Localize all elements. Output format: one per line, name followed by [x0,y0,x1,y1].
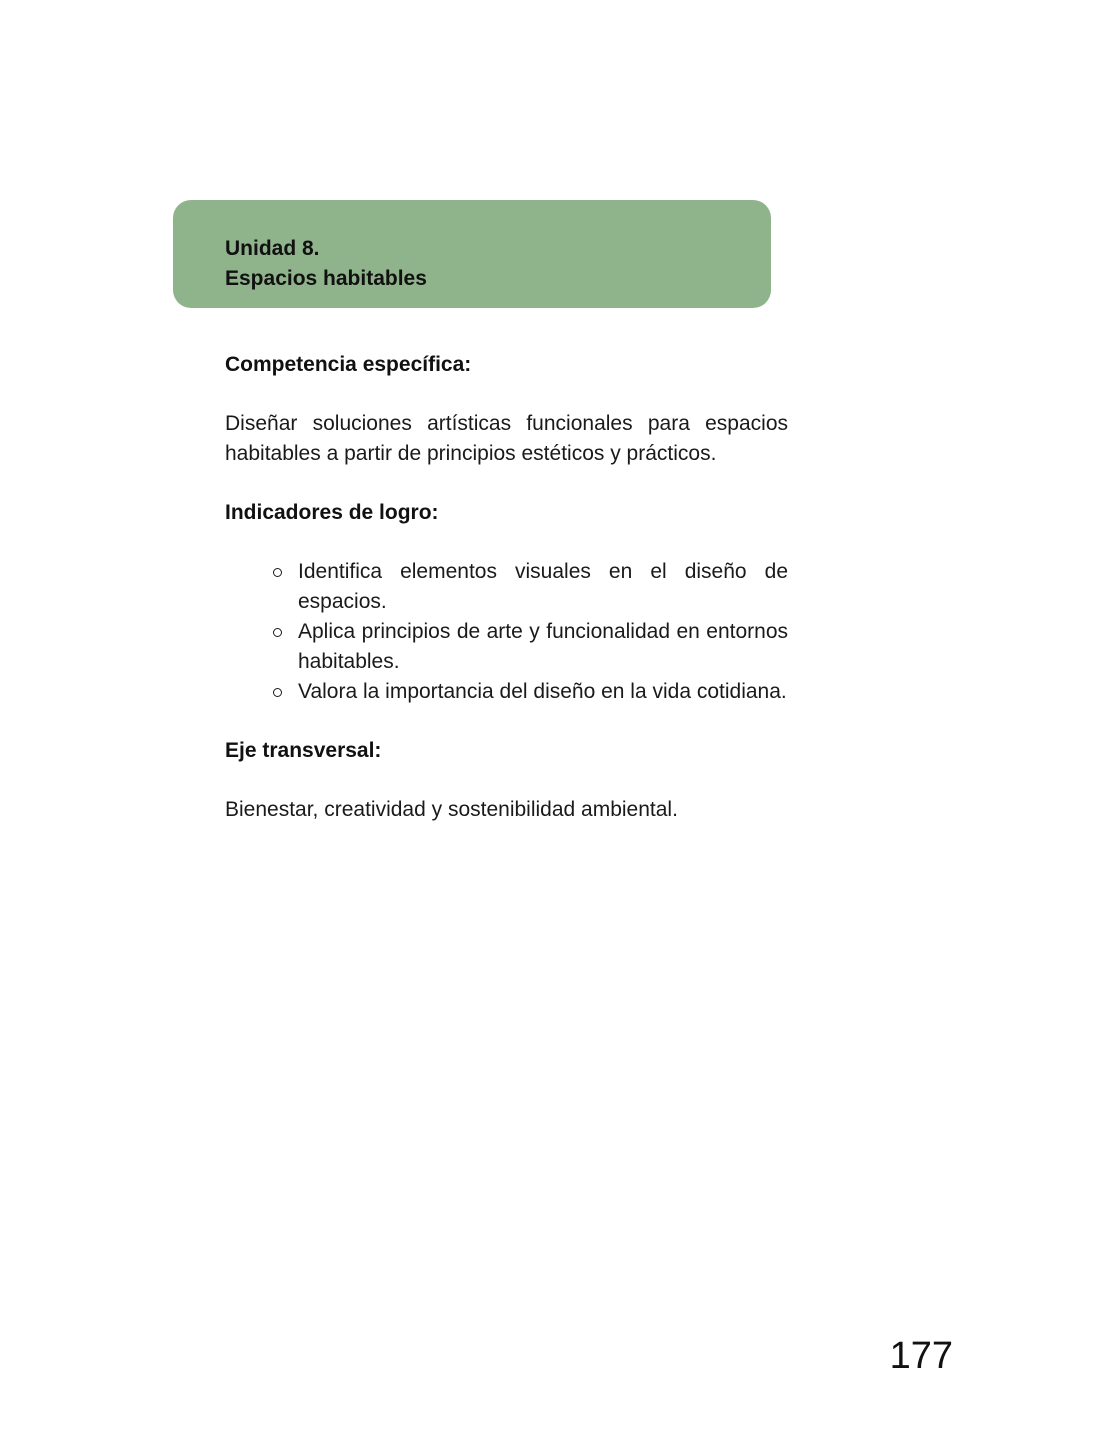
indicadores-section [225,498,788,707]
competencia-section [225,350,788,469]
competencia-text: Diseñar soluciones artísticas funcionales para espacios habitables a partir de principios estéticos y prácticos. [225,412,788,465]
list-item [298,677,788,707]
indicador-text: Identifica elementos visuales en el diseño de espacios. [298,560,788,613]
list-item [298,557,788,617]
hollow-circle-bullet-icon [273,568,282,577]
hollow-circle-bullet-icon [273,688,282,697]
competencia-heading: Competencia específica: [225,353,472,376]
indicadores-list [225,557,788,707]
indicador-text: Aplica principios de arte y funcionalidad en entornos habitables. [298,620,788,673]
eje-text: Bienestar, creatividad y sostenibilidad ambiental. [225,798,678,821]
eje-section [225,736,788,825]
list-item [298,617,788,677]
page-number: 177 [889,1335,953,1377]
eje-heading: Eje transversal: [225,739,382,762]
indicador-text: Valora la importancia del diseño en la vida cotidiana. [298,680,787,703]
indicadores-heading: Indicadores de logro: [225,501,439,524]
hollow-circle-bullet-icon [273,628,282,637]
unit-content [225,350,788,825]
unit-title: Espacios habitables [225,267,427,290]
unit-header-box [173,200,771,308]
unit-number: Unidad 8. [225,237,320,260]
